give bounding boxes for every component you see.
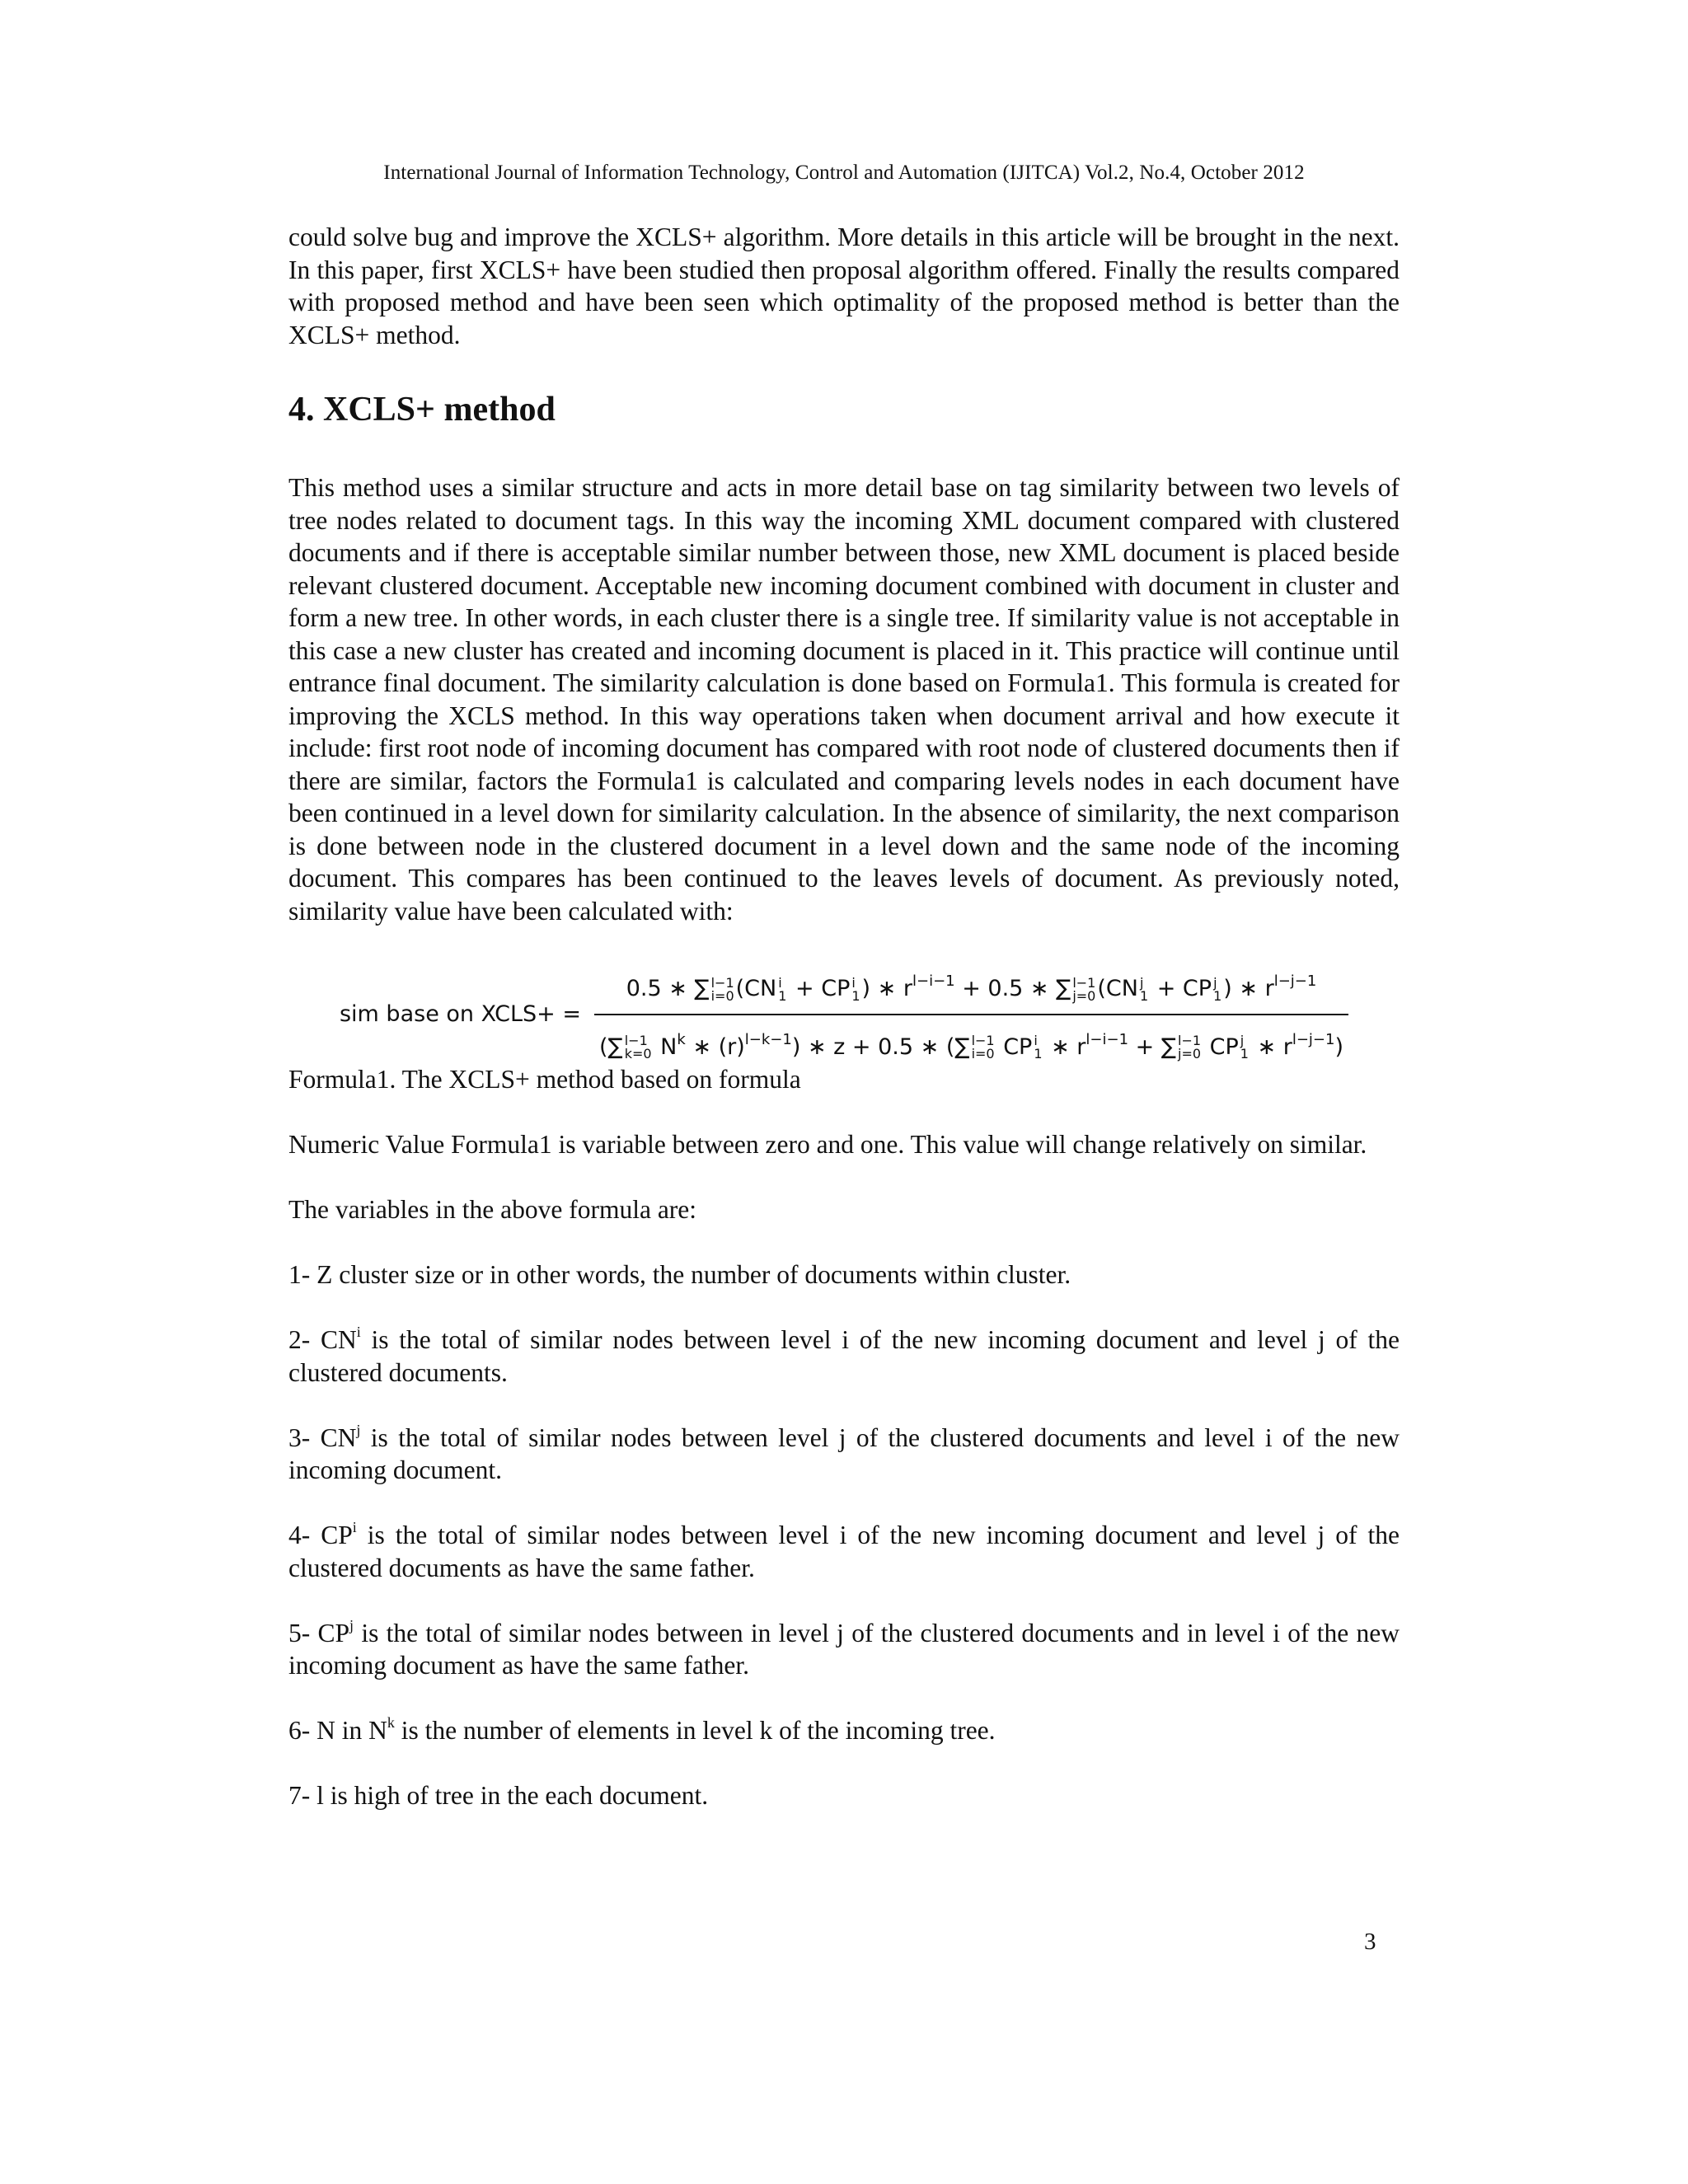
- intro-paragraph: could solve bug and improve the XCLS+ algorithm. More details in this article will be brought in the next. In this paper, first XCLS+ have been studied then proposal algorithm offered. Finally the results compared with proposed method and have been seen which optimality of the proposed method is better than the XCLS+ method.: [288, 223, 1400, 349]
- formula-fraction: [594, 965, 1348, 1063]
- page-content: [288, 221, 1400, 1812]
- variable-item-7: 7- l is high of tree in the each document.: [288, 1781, 709, 1810]
- variable-item-3: 3- $CN^j$ is the total of similar nodes between level j of the clustered documents and level i of the new incoming document.: [288, 1421, 1400, 1484]
- section-title: 4. XCLS+ method: [288, 391, 556, 429]
- formula-caption: Formula1. The XCLS+ method based on formula: [288, 1065, 801, 1094]
- formula-numerator: 0.5 ∗ ∑ l−1 i=0 (CN i 1 + CP i 1 ) ∗ $r^{l-i-1} + 0.5$ ∗ ∑ l−1 j=0 (CN j 1 + CP j 1 ) ∗ $r^{l-j-1}$: [626, 972, 1317, 1004]
- formula-lhs: sim base on XCLS+ =: [339, 1001, 581, 1027]
- variables-intro: The variables in the above formula are:: [288, 1195, 697, 1224]
- page-number: 3: [1364, 1929, 1376, 1955]
- variable-item-1: 1- Z cluster size or in other words, the number of documents within cluster.: [288, 1260, 1071, 1289]
- method-paragraph: This method uses a similar structure and acts in more detail base on tag similarity between two levels of tree nodes related to document tags. In this way the incoming XML document compared with clustered documents and if there is acceptable similar number between those, new XML document is placed beside relevant clustered document. Acceptable new incoming document combined with document in cluster and form a new tree. In other words, in each cluster there is a single tree. If similarity value is not acceptable in this case a new cluster has created and incoming document is placed in it. This practice will continue until entrance final document. The similarity calculation is done based on Formula1. This formula is created for improving the XCLS method. In this way operations taken when document arrival and how execute it include: first root node of incoming document has compared with root node of clustered documents then if there are similar, factors the Formula1 is calculated and comparing levels nodes in each document have been continued in a level down for similarity calculation. In the absence of similarity, the next comparison is done between node in the clustered document in a level down and the same node of the incoming document. This compares has been continued to the leaves levels of document. As previously noted, similarity value have been calculated with:: [288, 473, 1400, 926]
- journal-header: International Journal of Information Technology, Control and Automation (IJITCA) Vol.2, No.4, October 2012: [383, 162, 1305, 184]
- variable-item-4: 4- $CP^i$ is the total of similar nodes between level i of the new incoming document and level j of the clustered documents as have the same father.: [288, 1519, 1400, 1582]
- variable-item-5: 5- $CP^j$ is the total of similar nodes between in level j of the clustered documents and in level i of the new incoming document as have the same father.: [288, 1616, 1400, 1680]
- variable-item-2: 2- $CN^i$ is the total of similar nodes between level i of the new incoming document and level j of the clustered documents.: [288, 1324, 1400, 1387]
- variable-item-6: 6- N in $N^k$ is the number of elements in level k of the incoming tree.: [288, 1714, 996, 1745]
- formula-denominator: (∑ l−1 k=0 $N^k$ ∗ $(r)^{l-k-1}$) ∗ z + 0.5 ∗ (∑ l−1 i=0 CP i 1 ∗ $r^{l-i-1}$ + ∑ l−1 j=0 CP j 1 ∗ $r^{l-j-1}$): [599, 1030, 1344, 1062]
- formula-1: [288, 965, 1400, 1063]
- numeric-paragraph: Numeric Value Formula1 is variable between zero and one. This value will change relatively on similar.: [288, 1130, 1367, 1159]
